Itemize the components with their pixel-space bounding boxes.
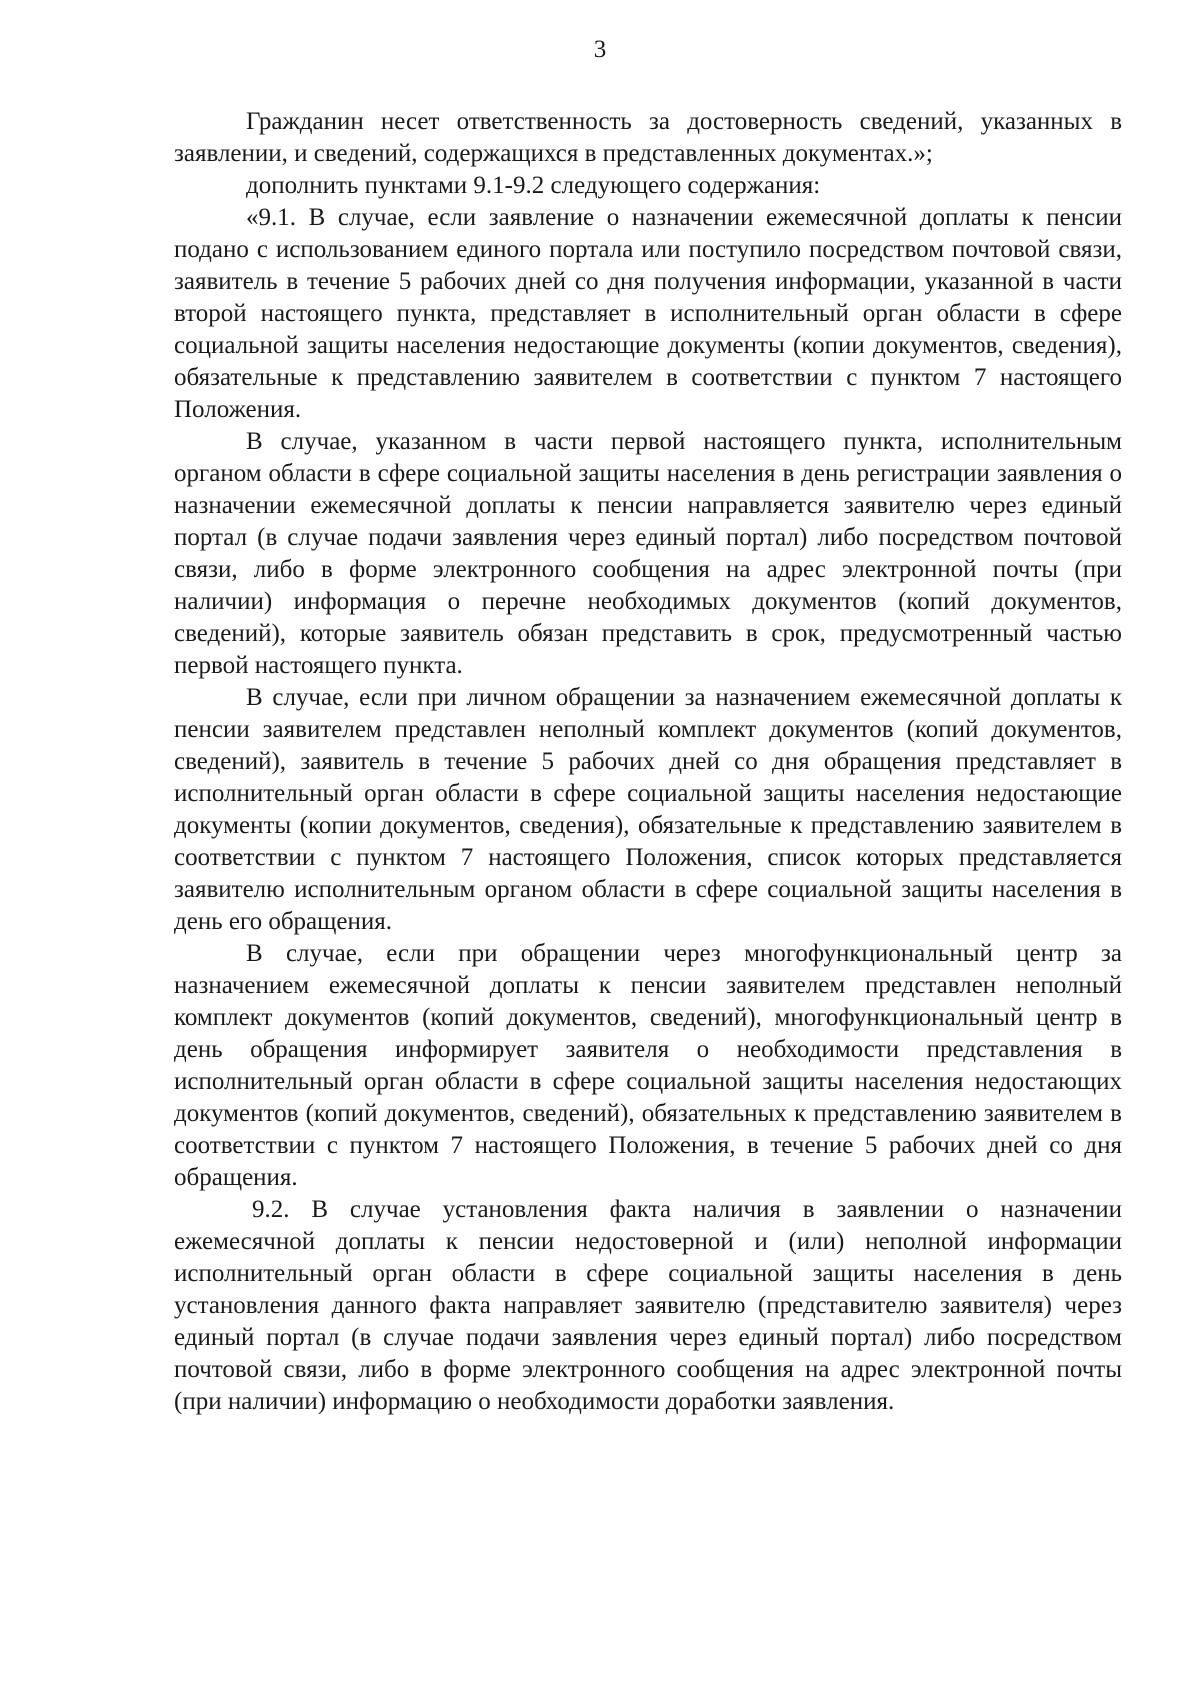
paragraph-amendment-intro: дополнить пунктами 9.1-9.2 следующего содержания: — [246, 172, 821, 199]
paragraph-9-1: «9.1. В случае, если заявление о назначении ежемесячной доплаты к пенсии подано с использованием единого портала или поступило посредством почтовой связи, заявитель в течение 5 рабочих дней со дня получения информации, указанной в части второй настоящего пункта, представляет в исполнительный орган области в сфере социальной защиты населения недостающие документы (копии документов, сведения), обязательные к представлению заявителем в соответствии с пунктом 7 настоящего Положения. — [174, 204, 1122, 423]
page-number: 3 — [593, 36, 607, 63]
paragraph-9-1-part-2: В случае, указанном в части первой настоящего пункта, исполнительным органом области в сфере социальной защиты населения в день регистрации заявления о назначении ежемесячной доплаты к пенсии направляется заявителю через единый портал (в случае подачи заявления через единый портал) либо посредством почтовой связи, либо в форме электронного сообщения на адрес электронной почты (при наличии) информация о перечне необходимых документов (копий документов, сведений), которые заявитель обязан представить в срок, предусмотренный частью первой настоящего пункта. — [174, 428, 1122, 679]
paragraph-9-1-part-4: В случае, если при обращении через многофункциональный центр за назначением ежемесячной доплаты к пенсии заявителем представлен неполный комплект документов (копий документов, сведений), многофункциональный центр в день обращения информирует заявителя о необходимости представления в исполнительный орган области в сфере социальной защиты населения недостающих документов (копий документов, сведений), обязательных к представлению заявителем в соответствии с пунктом 7 настоящего Положения, в течение 5 рабочих дней со дня обращения. — [174, 940, 1122, 1191]
paragraph-9-2: 9.2. В случае установления факта наличия в заявлении о назначении ежемесячной доплаты к пенсии недостоверной и (или) неполной информации исполнительный орган области в сфере социальной защиты населения в день установления данного факта направляет заявителю (представителю заявителя) через единый портал (в случае подачи заявления через единый портал) либо посредством почтовой связи, либо в форме электронного сообщения на адрес электронной почты (при наличии) информацию о необходимости доработки заявления. — [174, 1196, 1122, 1415]
paragraph-citizen-responsibility: Гражданин несет ответственность за достоверность сведений, указанных в заявлении, и сведений, содержащихся в представленных документах.»; — [174, 108, 1122, 167]
paragraph-9-1-part-3: В случае, если при личном обращении за назначением ежемесячной доплаты к пенсии заявителем представлен неполный комплект документов (копий документов, сведений), заявитель в течение 5 рабочих дней со дня обращения представляет в исполнительный орган области в сфере социальной защиты населения недостающие документы (копии документов, сведения), обязательные к представлению заявителем в соответствии с пунктом 7 настоящего Положения, список которых представляется заявителю исполнительным органом области в сфере социальной защиты населения в день его обращения. — [174, 684, 1122, 935]
document-body — [174, 106, 1122, 1418]
